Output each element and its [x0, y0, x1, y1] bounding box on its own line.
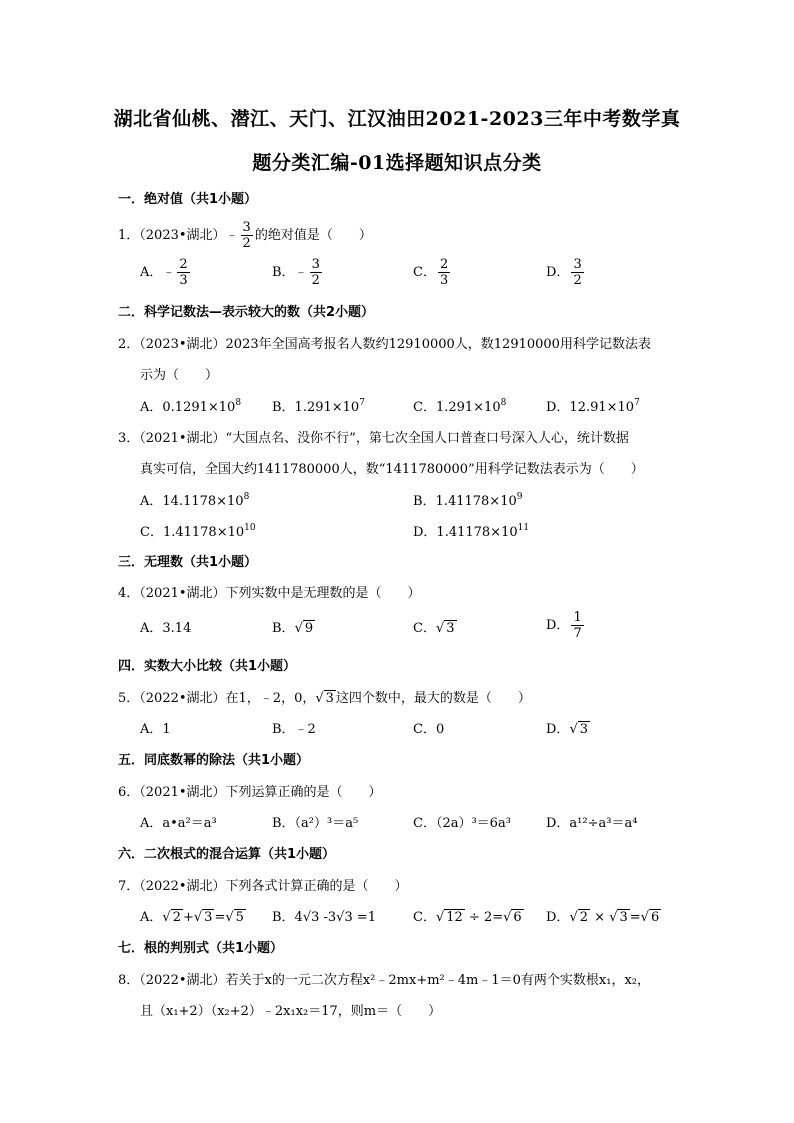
q1-option-a[interactable]: A．﹣ $\frac{2}{3}$: [140, 257, 188, 288]
q5-option-a[interactable]: A．1: [140, 722, 171, 737]
q1-option-c[interactable]: C． $\frac{2}{3}$: [413, 257, 449, 288]
question-3-line1: 3．（2021•湖北）“大国点名、没你不行”，第七次全国人口普查口号深入人心，统计数据: [118, 431, 629, 446]
q6-option-b[interactable]: B．（a²）³＝a⁵: [272, 816, 359, 831]
q6-option-c[interactable]: C．（2a）³＝6a³: [413, 816, 511, 831]
document-title-line2: 题分类汇编-01选择题知识点分类: [252, 152, 542, 174]
question-8-line1: 8．（2022•湖北）若关于x的一元二次方程x²﹣2mx+m²﹣4m﹣1＝0有两个实数根x₁，x₂，: [118, 973, 650, 988]
q3-option-c[interactable]: C．$1.41178\times 10^{10}$: [140, 523, 256, 540]
q6-option-a[interactable]: A．a•a²＝a³: [140, 816, 217, 831]
q3-option-b[interactable]: B．$1.41178\times 10^9$: [413, 492, 523, 509]
q2-option-d[interactable]: D．$12.91\times 10^7$: [546, 398, 640, 415]
document-title-line1: 湖北省仙桃、潜江、天门、江汉油田2021-2023三年中考数学真: [113, 108, 681, 130]
q7-option-b[interactable]: B．4√3 -3√3 =1: [272, 910, 377, 925]
section-heading: 六．二次根式的混合运算（共1小题）: [118, 847, 336, 862]
question-2-line1: 2．（2023•湖北）2023年全国高考报名人数约12910000人，数12910000用科学记数法表: [118, 337, 651, 352]
question-8-line2: 且（x₁+2）（x₂+2）﹣2x₁x₂＝17，则m＝（ ）: [140, 1004, 442, 1019]
q2-option-b[interactable]: B．$1.291\times 10^7$: [272, 398, 365, 415]
fraction: $\frac{3}{2}$: [242, 220, 251, 251]
q4-option-d[interactable]: D． $\frac{1}{7}$: [546, 610, 582, 641]
section-heading: 三．无理数（共1小题）: [118, 555, 258, 570]
q3-option-d[interactable]: D．$1.41178\times 10^{11}$: [413, 523, 530, 540]
q4-option-b[interactable]: B．√ 9: [272, 621, 314, 636]
q2-option-a[interactable]: A．$0.1291\times 10^8$: [140, 398, 242, 415]
question-1: 1．（2023•湖北）﹣ $\frac{3}{2}$ 的绝对值是（ ）: [118, 220, 372, 251]
section-heading: 四．实数大小比较（共1小题）: [118, 659, 297, 674]
q7-option-d[interactable]: D．√ 2 × √ 3 =√ 6: [546, 910, 660, 925]
q7-option-c[interactable]: C．√ 12 ÷ 2=√ 6: [413, 910, 522, 925]
q2-option-c[interactable]: C．$1.291\times 10^8$: [413, 398, 507, 415]
question-3-line2: 真实可信，全国大约1411780000人，数“1411780000”用科学记数法表示为（ ）: [140, 462, 644, 477]
q4-option-c[interactable]: C．√ 3: [413, 621, 455, 636]
q3-option-a[interactable]: A．$14.1178\times 10^8$: [140, 492, 250, 509]
q7-option-a[interactable]: A．√ 2 +√ 3 =√ 5: [140, 910, 244, 925]
q1-option-d[interactable]: D． $\frac{3}{2}$: [546, 257, 582, 288]
q5-option-b[interactable]: B．﹣2: [272, 722, 316, 737]
q1-option-b[interactable]: B．﹣ $\frac{3}{2}$: [272, 257, 320, 288]
question-7: 7．（2022•湖北）下列各式计算正确的是（ ）: [118, 879, 408, 894]
section-heading: 七．根的判别式（共1小题）: [118, 941, 284, 956]
section-heading: 五．同底数幂的除法（共1小题）: [118, 753, 310, 768]
q6-option-d[interactable]: D．a¹²÷a³＝a⁴: [546, 816, 638, 831]
q5-option-d[interactable]: D．√ 3: [546, 722, 589, 737]
section-heading: 二．科学记数法—表示较大的数（共2小题）: [118, 305, 375, 320]
question-6: 6．（2021•湖北）下列运算正确的是（ ）: [118, 785, 382, 800]
section-heading: 一．绝对值（共1小题）: [118, 192, 258, 207]
q5-option-c[interactable]: C．0: [413, 722, 445, 737]
question-5: 5．（2022•湖北）在1，﹣2，0，√ 3 这四个数中，最大的数是（ ）: [118, 691, 531, 706]
q4-option-a[interactable]: A．3.14: [140, 621, 192, 636]
question-4: 4．（2021•湖北）下列实数中是无理数的是（ ）: [118, 586, 421, 601]
question-2-line2: 示为（ ）: [140, 368, 219, 383]
